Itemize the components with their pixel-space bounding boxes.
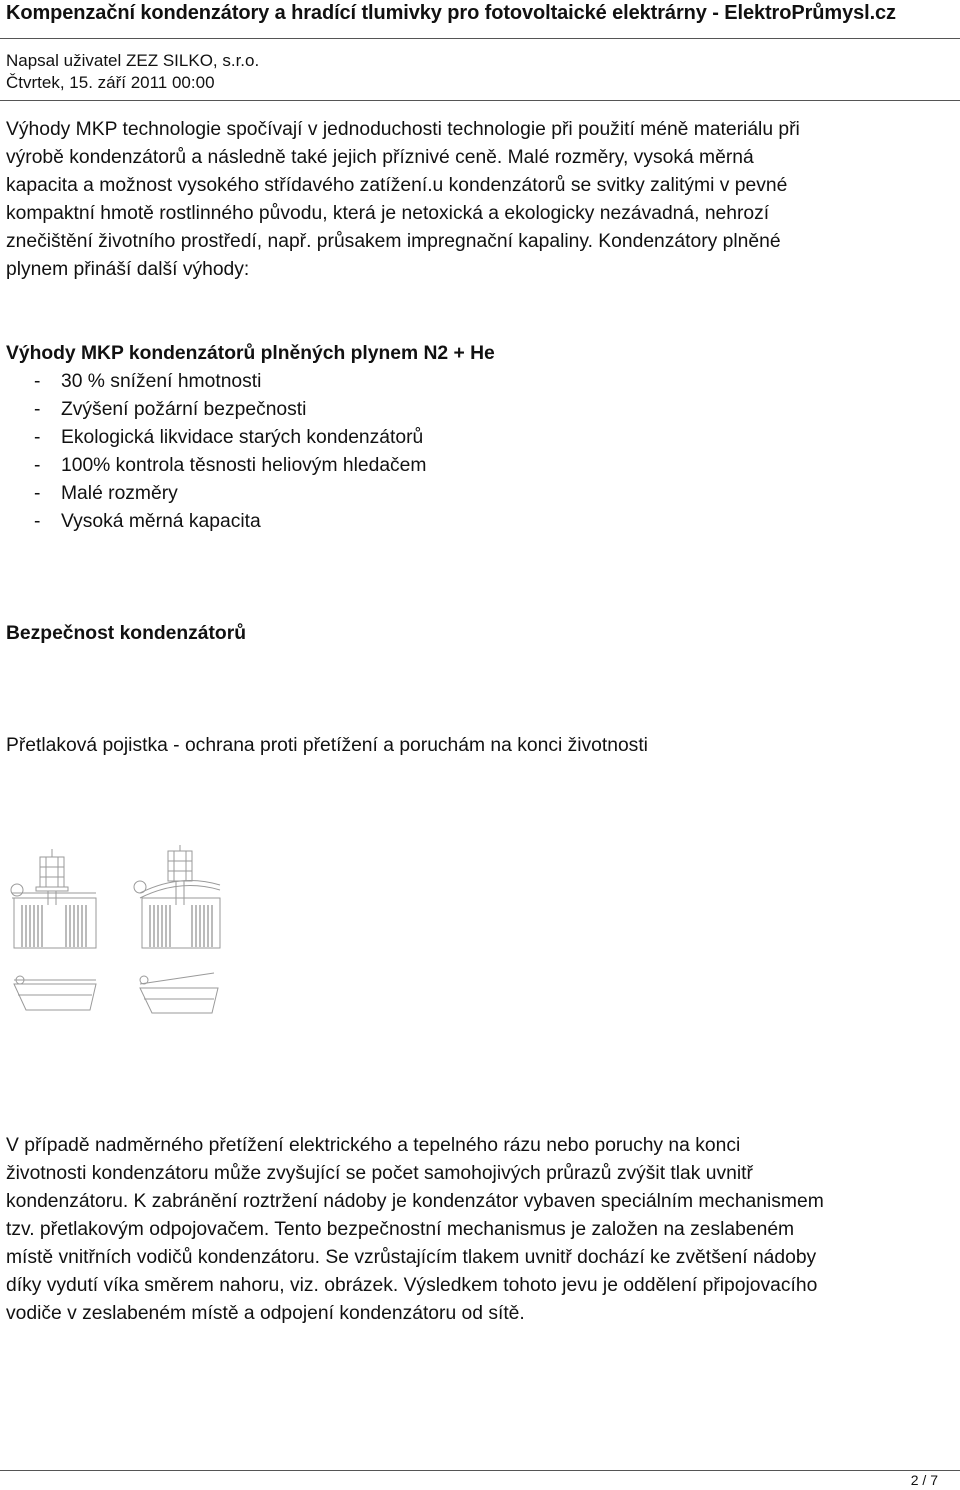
safety-heading: Bezpečnost kondenzátorů [6,623,246,644]
page-title: Kompenzační kondenzátory a hradící tlumivky pro fotovoltaické elektrárny - ElektroPrůmysl.cz [6,2,896,24]
case-line: tzv. přetlakovým odpojovačem. Tento bezpečnostní mechanismus je založen na zeslabeném [6,1219,795,1240]
date-line: Čtvrtek, 15. září 2011 00:00 [6,73,215,92]
list-dash: - [34,371,41,392]
list-item [6,368,956,396]
list-item [6,424,956,452]
intro-line: kapacita a možnost vysokého střídavého zatížení.u kondenzátorů se svitky zalitými v pevné [6,175,788,196]
intro-line: kompaktní hmotě rostlinného původu, která je netoxická a ekologicky nezávadná, nehrozí [6,203,770,224]
valve-section [6,732,648,760]
list-item-text: 100% kontrola těsnosti heliovým hledačem [61,455,427,476]
list-dash: - [34,455,41,476]
capacitor-diagram [0,845,240,1020]
case-line: V případě nadměrného přetížení elektrického a tepelného rázu nebo poruchy na konci [6,1135,741,1156]
case-line: vodiče v zeslabeném místě a odpojení kondenzátoru od sítě. [6,1303,525,1324]
safety-section [6,620,246,648]
list-dash: - [34,511,41,532]
lid-expanded [140,973,218,1013]
list-item-text: Vysoká měrná kapacita [61,511,261,532]
case-line: místě vnitřních vodičů kondenzátoru. Se vzrůstajícím tlakem uvnitř dochází ke zvětšení nádoby [6,1247,817,1268]
list-dash: - [34,399,41,420]
footer-divider [0,1470,960,1471]
list-item [6,452,956,480]
intro-paragraph [6,116,956,284]
list-item-text: Ekologická likvidace starých kondenzátorů [61,427,424,448]
intro-line: znečištění životního prostředí, např. průsakem impregnační kapaliny. Kondenzátory plněné [6,231,781,252]
author-line: Napsal uživatel ZEZ SILKO, s.r.o. [6,51,260,70]
list-item-text: Zvýšení požární bezpečnosti [61,399,307,420]
header-divider [0,38,960,39]
list-item [6,480,956,508]
list-dash: - [34,427,41,448]
case-line: životnosti kondenzátoru může zvyšující se počet samohojivých průrazů zvýšit tlak uvnitř [6,1163,753,1184]
advantages-heading: Výhody MKP kondenzátorů plněných plynem N2 + He [6,343,495,364]
case-line: díky vydutí víka směrem nahoru, viz. obrázek. Výsledkem tohoto jevu je oddělení připojovacího [6,1275,818,1296]
intro-line: plynem přináší další výhody: [6,259,250,280]
intro-line: výrobě kondenzátorů a následně také jejich příznivé ceně. Malé rozměry, vysoká měrná [6,147,754,168]
list-item [6,396,956,424]
advantages-list [6,368,956,536]
capacitor-expanded [134,845,220,948]
meta-divider [0,100,960,101]
list-dash: - [34,483,41,504]
valve-text: Přetlaková pojistka - ochrana proti přetížení a poruchám na konci životnosti [6,735,648,756]
article-meta [6,50,259,94]
capacitor-normal [11,849,96,948]
lid-normal [14,976,96,1010]
case-paragraph [6,1132,956,1328]
intro-line: Výhody MKP technologie spočívají v jednoduchosti technologie při použití méně materiálu při [6,119,800,140]
list-item-text: Malé rozměry [61,483,178,504]
case-line: kondenzátoru. K zabránění roztržení nádoby je kondenzátor vybaven speciálním mechanismem [6,1191,824,1212]
list-item-text: 30 % snížení hmotnosti [61,371,262,392]
list-item [6,508,956,536]
advantages-section [6,340,956,536]
capacitor-diagram-svg [0,845,240,1020]
page-number: 2 / 7 [910,1472,938,1488]
